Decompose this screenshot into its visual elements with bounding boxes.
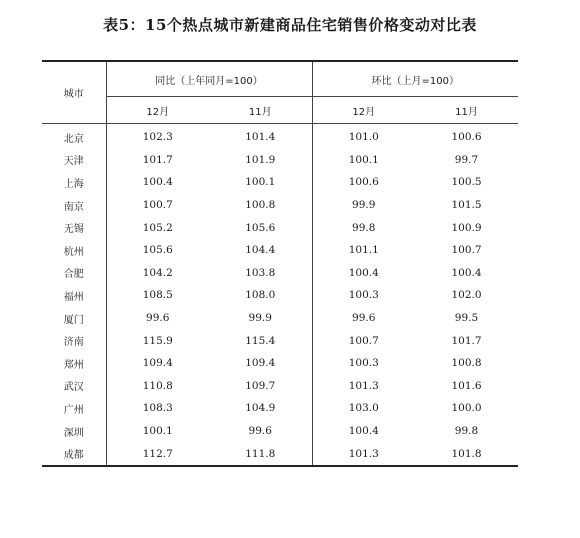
header-yoy: 同比（上年同月=100） [106, 61, 312, 97]
city-cell: 深圳 [42, 420, 106, 443]
table-row [42, 194, 518, 217]
city-cell: 上海 [42, 171, 106, 194]
table-row [42, 329, 518, 352]
city-cell: 福州 [42, 284, 106, 307]
price-table [42, 60, 518, 467]
header-mom: 环比（上月=100） [312, 61, 518, 97]
city-cell: 杭州 [42, 239, 106, 262]
city-cell: 合肥 [42, 262, 106, 285]
yoy-nov-cell: 104.9 [209, 397, 312, 420]
yoy-nov-cell: 100.1 [209, 171, 312, 194]
city-cell: 南京 [42, 194, 106, 217]
mom-dec-cell: 99.6 [352, 312, 376, 325]
yoy-nov-cell: 115.4 [209, 329, 312, 352]
yoy-nov-cell: 105.6 [209, 216, 312, 239]
yoy-nov-cell: 103.8 [209, 262, 312, 285]
table-row [42, 171, 518, 194]
mom-dec-cell: 100.1 [348, 153, 379, 166]
mom-nov-cell: 102.0 [451, 289, 482, 302]
mom-dec-cell: 100.4 [348, 425, 379, 438]
yoy-nov-cell: 101.4 [209, 124, 312, 149]
city-cell: 北京 [42, 124, 106, 149]
mom-nov-cell: 100.4 [451, 266, 482, 279]
yoy-dec-cell: 105.2 [142, 221, 173, 234]
mom-nov-cell: 100.5 [451, 176, 482, 189]
city-cell: 郑州 [42, 352, 106, 375]
mom-nov-cell: 101.8 [415, 442, 518, 466]
mom-dec-cell: 99.9 [352, 199, 376, 212]
yoy-nov-cell: 100.8 [209, 194, 312, 217]
city-cell: 无锡 [42, 216, 106, 239]
mom-nov-cell: 99.7 [454, 153, 479, 166]
city-cell: 济南 [42, 329, 106, 352]
yoy-dec-cell: 104.2 [142, 266, 173, 279]
mom-dec-cell: 101.1 [348, 244, 379, 257]
table-row [42, 307, 518, 330]
table-row [42, 284, 518, 307]
yoy-nov-cell: 99.9 [209, 307, 312, 330]
city-cell: 天津 [42, 149, 106, 172]
yoy-dec-cell: 108.3 [142, 402, 173, 415]
mom-nov-cell: 101.5 [451, 199, 482, 212]
page-title: 表5：15个热点城市新建商品住宅销售价格变动对比表 [103, 16, 477, 34]
yoy-nov-cell: 101.9 [209, 149, 312, 172]
yoy-nov-cell: 104.4 [209, 239, 312, 262]
city-cell: 广州 [42, 397, 106, 420]
header-yoy-nov: 11月 [209, 97, 312, 124]
table-row [42, 124, 518, 149]
yoy-nov-cell: 99.6 [209, 420, 312, 443]
mom-nov-cell: 99.8 [454, 425, 479, 438]
header-mom-nov: 11月 [415, 97, 518, 124]
city-cell: 武汉 [42, 375, 106, 398]
yoy-dec-cell: 108.5 [142, 289, 173, 302]
table-row [42, 216, 518, 239]
yoy-dec-cell: 100.4 [142, 176, 173, 189]
yoy-nov-cell: 108.0 [209, 284, 312, 307]
yoy-dec-cell: 100.1 [142, 425, 173, 438]
header-yoy-dec: 12月 [106, 97, 209, 124]
table-row [42, 420, 518, 443]
mom-nov-cell: 101.6 [451, 379, 482, 392]
city-cell: 成都 [42, 442, 106, 466]
table-row [42, 442, 518, 466]
mom-nov-cell: 100.9 [451, 221, 482, 234]
mom-nov-cell: 101.7 [451, 334, 482, 347]
yoy-dec-cell: 110.8 [142, 379, 173, 392]
mom-dec-cell: 101.3 [348, 379, 379, 392]
yoy-dec-cell: 101.7 [142, 153, 173, 166]
yoy-nov-cell: 109.4 [209, 352, 312, 375]
yoy-nov-cell: 109.7 [209, 375, 312, 398]
mom-dec-cell: 103.0 [348, 402, 379, 415]
mom-nov-cell: 100.8 [451, 357, 482, 370]
table-row [42, 239, 518, 262]
table-row [42, 149, 518, 172]
yoy-dec-cell: 109.4 [142, 357, 173, 370]
mom-dec-cell: 101.3 [312, 442, 415, 466]
mom-nov-cell: 99.5 [454, 312, 479, 325]
mom-dec-cell: 100.7 [348, 334, 379, 347]
yoy-dec-cell: 102.3 [142, 131, 173, 144]
header-mom-dec: 12月 [312, 97, 415, 124]
header-city: 城市 [42, 61, 106, 124]
city-cell: 厦门 [42, 307, 106, 330]
mom-nov-cell: 100.0 [451, 402, 482, 415]
mom-dec-cell: 100.3 [348, 289, 379, 302]
yoy-nov-cell: 111.8 [209, 442, 312, 466]
yoy-dec-cell: 105.6 [142, 244, 173, 257]
mom-dec-cell: 99.8 [352, 221, 376, 234]
yoy-dec-cell: 112.7 [106, 442, 209, 466]
table-row [42, 397, 518, 420]
mom-dec-cell: 101.0 [348, 131, 379, 144]
mom-nov-cell: 100.7 [451, 244, 482, 257]
yoy-dec-cell: 100.7 [142, 199, 173, 212]
yoy-dec-cell: 99.6 [146, 312, 170, 325]
mom-dec-cell: 100.4 [348, 266, 379, 279]
table-row [42, 352, 518, 375]
mom-dec-cell: 100.3 [348, 357, 379, 370]
table-row [42, 262, 518, 285]
mom-dec-cell: 100.6 [348, 176, 379, 189]
yoy-dec-cell: 115.9 [142, 334, 173, 347]
table-row [42, 375, 518, 398]
mom-nov-cell: 100.6 [451, 131, 482, 144]
